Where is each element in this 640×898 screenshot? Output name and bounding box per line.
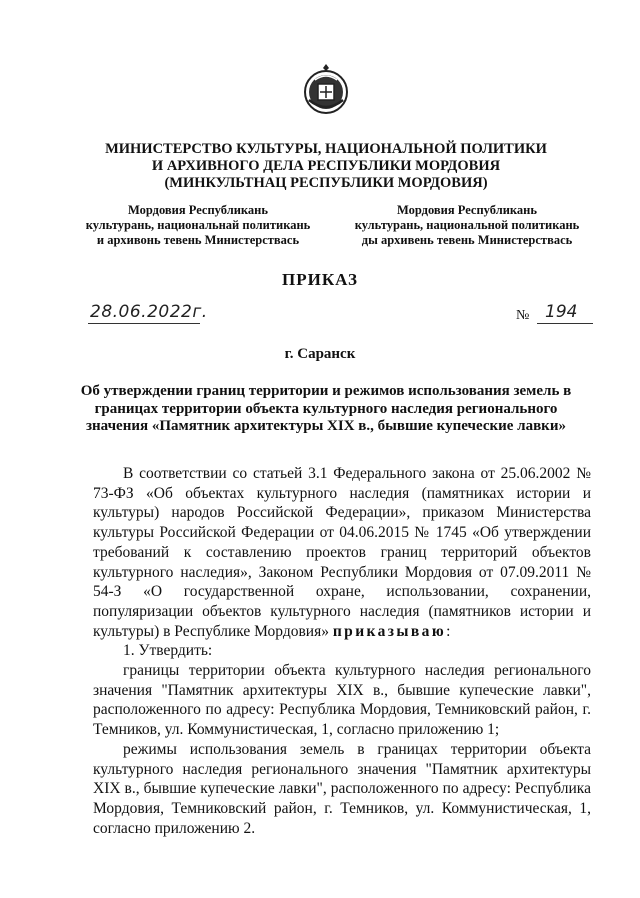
order-date: 28.06.2022г. <box>90 302 208 322</box>
dept-line: культурань, национальнай политикань <box>85 218 311 232</box>
dept-line: Мордовия Республикань <box>396 203 537 217</box>
city-name: г. Саранск <box>284 346 356 362</box>
ministry-line: МИНИСТЕРСТВО КУЛЬТУРЫ, НАЦИОНАЛЬНОЙ ПОЛИТИКИ <box>105 141 547 157</box>
order-title: Об утверждении границ территории и режимов использования земель в границах территории объекта культурного наследия регионального значения «Памятник архитектуры XIX в., бывшие купеческие лавки» <box>80 383 572 434</box>
number-label: № <box>516 308 530 323</box>
dept-line: и архивонь тевень Министерствась <box>96 233 300 247</box>
dept-line: Мордовия Республикань <box>127 203 268 217</box>
ministry-name-erzya <box>330 203 604 248</box>
coat-of-arms-icon <box>301 62 351 118</box>
ministry-name-moksha <box>82 203 314 248</box>
order-number: 194 <box>545 302 578 322</box>
paragraph-regimes: режимы использования земель в границах территории объекта культурного наследия регионального значения "Памятник архитектуры XIX в., бывшие купеческие лавки", расположенного по адресу: Республика Мордовия, Темниковский район, г. Темников, ул. Коммунистическая, 1, согласно приложению 2. <box>93 740 591 837</box>
order-date-field <box>88 302 208 324</box>
ministry-name <box>60 141 592 192</box>
preamble-paragraph: В соответствии со статьей 3.1 Федерального закона от 25.06.2002 № 73-ФЗ «Об объектах культурного наследия (памятниках истории и культуры) народов Российской Федерации», приказом Министерства культуры Российской Федерации от 04.06.2015 № 1745 «Об утверждении требований к составлению проектов границ территорий объектов культурного наследия», Законом Республики Мордовия от 07.09.2011 № 54-З «О государственной охране, использовании, сохранении, популяризации объектов культурного наследия (памятников истории и культуры) в Республике Мордовия» приказываю: <box>93 465 591 640</box>
order-number-field <box>537 303 593 324</box>
ministry-line: (МИНКУЛЬТНАЦ РЕСПУБЛИКИ МОРДОВИЯ) <box>164 175 488 191</box>
ministry-line: И АРХИВНОГО ДЕЛА РЕСПУБЛИКИ МОРДОВИЯ <box>151 158 501 174</box>
dept-line: культурань, национальной политикань <box>354 218 580 232</box>
dept-line: ды архивень тевень Министерствась <box>361 233 573 247</box>
order-body <box>93 464 591 838</box>
directive-word: приказываю <box>332 622 447 640</box>
preamble-text: В соответствии со статьей 3.1 Федерального закона от 25.06.2002 № 73-ФЗ «Об объектах культурного наследия (памятниках истории и культуры) народов Российской Федерации», приказом Министерства культуры Российской Федерации от 04.06.2015 № 1745 «Об утверждении требований к составлению проектов границ территорий объектов культурного наследия», Законом Республики Мордовия от 07.09.2011 № 54-З «О государственной охране, использовании, сохранении, популяризации объектов культурного наследия (памятников истории и культуры) в Республике Мордовия» <box>93 465 591 640</box>
item-1: 1. Утвердить: <box>123 642 213 660</box>
paragraph-boundaries: границы территории объекта культурного наследия регионального значения "Памятник архитектуры XIX в., бывшие купеческие лавки", расположенного по адресу: Республика Мордовия, Темниковский район, г. Темников, ул. Коммунистическая, 1, согласно приложению 1; <box>93 662 591 739</box>
order-heading: ПРИКАЗ <box>282 270 358 289</box>
